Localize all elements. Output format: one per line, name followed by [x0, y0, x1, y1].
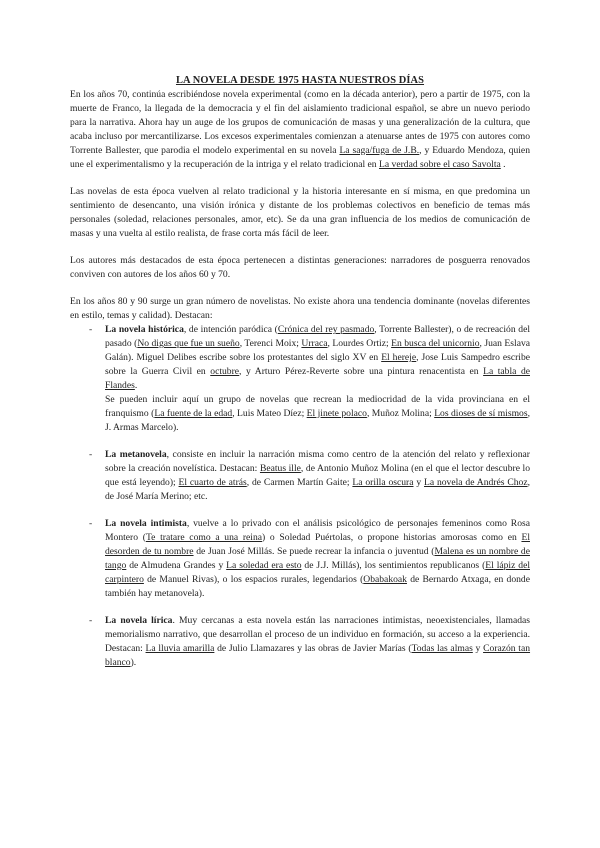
list-item-metanovel: - La metanovela, consiste en incluir la narración misma como centro de la atención del relato y reflexionar sobre la creación novelística. Destacan: Beatus ille, de Antonio Muñoz Molina (en el que el lector descubre lo que está leyendo); El cuarto de atrás, de Carmen Martín Gaite; La orilla oscura y La novela de Andrés Choz, de José María Merino; etc.: [89, 448, 531, 502]
paragraph-features: Las novelas de esta época vuelven al relato tradicional y la historia interesante en sí misma, en que predomina un sentimiento de desencanto, una visión irónica y distante de los problemas colectivos en beneficio de temas más personales (soledad, relaciones personales, amor, etc). Se da una gran influencia de los medios de comunicación de masas y una vuelta al estilo realista, de frase corta más fácil de leer.: [70, 185, 530, 239]
list-item-historical: - La novela histórica, de intención paródica (Crónica del rey pasmado, Torrente Ballester), o de recreación del pasado (No digas que fue un sueño, Terenci Moix; Urraca, Lourdes Ortiz; En busca del unicornio, Juan Eslava Galán). Miguel Delibes escribe sobre los protestantes del siglo XV en El hereje, Jose Luis Sampedro escribe sobre la Guerra Civil en octubre, y Arturo Pérez-Reverte sobre una pintura renacentista en La tabla de Flandes. Se pueden incluir aquí un grupo de novelas que recrean la mediocridad de la vida provinciana en el franquismo (La fuente de la edad, Luis Mateo Díez; El jinete polaco, Muñoz Molina; Los dioses de sí mismos, J. Armas Marcelo).: [89, 324, 531, 433]
paragraph-80s-90s: En los años 80 y 90 surge un gran número de novelistas. No existe ahora una tendencia dominante (novelas diferentes en estilo, temas y calidad). Destacan:: [70, 296, 530, 322]
trend-heading: La metanovela: [105, 448, 167, 460]
document-page: [70, 74, 530, 670]
historical-provincial-paragraph: Se pueden incluir aquí un grupo de novelas que recrean la mediocridad de la vida provinciana en el franquismo (La fuente de la edad, Luis Mateo Díez; El jinete polaco, Muñoz Molina; Los dioses de sí mismos, J. Armas Marcelo).: [105, 393, 530, 433]
document-title: LA NOVELA DESDE 1975 HASTA NUESTROS DÍAS: [175, 75, 425, 86]
trend-heading: La novela histórica: [105, 324, 184, 336]
trends-list: [70, 323, 530, 669]
list-item-lyrical: - La novela lírica. Muy cercanas a esta novela están las narraciones intimistas, neoexistenciales, llamadas memorialismo narrativo, que desarrollan el proceso de un individuo en formación, su acceso a la experiencia. Destacan: La lluvia amarilla de Julio Llamazares y las obras de Javier Marías (Todas las almas y Corazón tan blanco).: [89, 615, 531, 668]
list-item-intimist: - La novela intimista, vuelve a lo privado con el análisis psicológico de personajes femeninos como Rosa Montero (Te tratare como a una reina) o Soledad Puértolas, o propone historias amorosas como en El desorden de tu nombre de Juan José Millás. Se puede recrear la infancia o juventud (Malena es un nombre de tango de Almudena Grandes y La soledad era esto de J.J. Millás), los sentimientos republicanos (El lápiz del carpintero de Manuel Rivas), o los espacios rurales, legendarios (Obabakoak de Bernardo Atxaga, en donde también hay metanovela).: [89, 518, 530, 599]
trend-heading: La novela intimista: [105, 518, 187, 530]
title-saga-fuga: La saga/fuga de J.B.: [339, 144, 420, 156]
paragraph-authors: Los autores más destacados de esta época pertenecen a distintas generaciones: narradores de posguerra renovados conviven con autores de los años 60 y 70.: [70, 255, 530, 280]
paragraph-intro: En los años 70, continúa escribiéndose novela experimental (como en la década anterior), pero a partir de 1975, con la muerte de Franco, la llegada de la democracia y el fin del aislamiento tradicional español, se abre un nuevo periodo para la narrativa. Ahora hay un auge de los grupos de comunicación de masas y una generalización de la cultura, que acaba incluso por mercantilizarse. Los excesos experimentales comienzan a atenuarse antes de 1975 con autores como Torrente Ballester, que parodia el modelo experimental en su novela La saga/fuga de J.B., y Eduardo Mendoza, quien une el experimentalismo y la recuperación de la intriga y el relato tradicional en La verdad sobre el caso Savolta .: [70, 89, 530, 170]
list-dash: -: [89, 615, 93, 626]
title-caso-savolta: La verdad sobre el caso Savolta: [379, 158, 501, 170]
list-dash: -: [89, 324, 93, 336]
list-dash: -: [89, 518, 93, 530]
list-dash: -: [89, 448, 93, 460]
trend-heading: La novela lírica: [105, 615, 173, 626]
